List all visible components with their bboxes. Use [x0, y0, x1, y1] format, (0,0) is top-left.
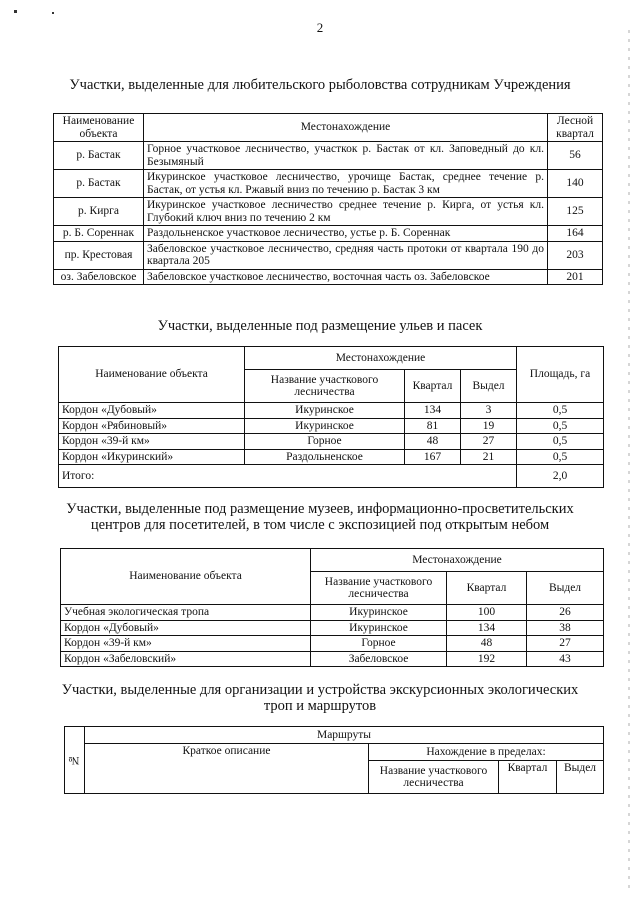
apiary-forestry: Икуринское: [245, 403, 405, 419]
apiary-plot: 27: [461, 434, 517, 450]
apiary-total-value: 2,0: [517, 465, 604, 488]
fishing-location: Раздольненское участковое лесничество, устье р. Б. Сореннак: [144, 226, 548, 242]
trails-header-quarter: Квартал: [499, 761, 557, 794]
museums-title-line2: центров для посетителей, в том числе с экспозицией под открытым небом: [90, 517, 550, 533]
apiary-quarter: 167: [405, 449, 461, 465]
fishing-title: Участки, выделенные для любительского рыболовства сотрудникам Учреждения: [69, 77, 571, 93]
fishing-quarter: 56: [548, 142, 603, 170]
scan-speck: [52, 12, 54, 14]
fishing-name: р. Бастак: [54, 170, 144, 198]
apiary-total-row: [59, 465, 604, 488]
table-row: [54, 170, 603, 198]
fishing-quarter: 203: [548, 241, 603, 269]
fishing-location: Забеловское участковое лесничество, средняя часть протоки от квартала 190 до квартала 205: [144, 241, 548, 269]
fishing-location: Горное участковое лесничество, участкок р. Бастак от кл. Заповедный до кл. Безымяный: [144, 142, 548, 170]
trails-header-plot: Выдел: [557, 761, 604, 794]
apiary-area: 0,5: [517, 434, 604, 450]
fishing-table: [53, 113, 603, 285]
museums-name: Кордон «Забеловский»: [61, 651, 311, 667]
fishing-header-location: Местонахождение: [144, 114, 548, 142]
table-row: [59, 449, 604, 465]
apiary-area: 0,5: [517, 403, 604, 419]
apiary-name: Кордон «Рябиновый»: [59, 418, 245, 434]
fishing-quarter: 201: [548, 269, 603, 285]
scan-edge-artifact: [628, 30, 630, 890]
trails-header-number: №: [68, 754, 80, 766]
apiary-forestry: Раздольненское: [245, 449, 405, 465]
table-row: [54, 241, 603, 269]
museums-quarter: 100: [447, 605, 527, 621]
fishing-name: оз. Забеловское: [54, 269, 144, 285]
trails-title-line1: Участки, выделенные для организации и устройства экскурсионных экологических: [61, 682, 579, 698]
table-row: [59, 418, 604, 434]
museums-forestry: Забеловское: [311, 651, 447, 667]
fishing-name: р. Б. Сореннак: [54, 226, 144, 242]
museums-plot: 43: [527, 651, 604, 667]
apiary-plot: 21: [461, 449, 517, 465]
apiary-name: Кордон «Дубовый»: [59, 403, 245, 419]
fishing-header-name: Наименование объекта: [54, 114, 144, 142]
apiary-header-name: Наименование объекта: [59, 347, 245, 403]
fishing-location: Икуринское участковое лесничество среднее течение р. Кирга, от устья кл. Глубокий ключ вниз по течению 2 км: [144, 198, 548, 226]
trails-header-number-cell: [65, 727, 85, 794]
museums-header-plot: Выдел: [527, 572, 604, 605]
museums-forestry: Горное: [311, 636, 447, 652]
apiary-header-forestry: Название участкового лесничества: [245, 370, 405, 403]
table-row: [59, 434, 604, 450]
table-row: [54, 269, 603, 285]
museums-title-line1: Участки, выделенные под размещение музеев, информационно-просветительских: [66, 501, 574, 517]
museums-name: Учебная экологическая тропа: [61, 605, 311, 621]
trails-header-within: Нахождение в пределах:: [369, 744, 604, 761]
fishing-name: пр. Крестовая: [54, 241, 144, 269]
museums-name: Кордон «39-й км»: [61, 636, 311, 652]
trails-header-routes: Маршруты: [85, 727, 604, 744]
apiary-area: 0,5: [517, 418, 604, 434]
apiary-forestry: Горное: [245, 434, 405, 450]
table-row: [54, 226, 603, 242]
table-row: [61, 620, 604, 636]
table-row: [61, 636, 604, 652]
fishing-header-quarter: Лесной квартал: [548, 114, 603, 142]
fishing-location: Икуринское участковое лесничество, урочище Бастак, среднее течение р. Бастак, от устья кл. Ржавый вниз по течению р. Бастак 3 км: [144, 170, 548, 198]
trails-subheader-row: [65, 744, 604, 761]
museums-quarter: 48: [447, 636, 527, 652]
museums-name: Кордон «Дубовый»: [61, 620, 311, 636]
apiary-header-location: Местонахождение: [245, 347, 517, 370]
table-row: [54, 142, 603, 170]
museums-header-location: Местонахождение: [311, 549, 604, 572]
table-row: [59, 403, 604, 419]
trails-header-description: Краткое описание: [85, 744, 369, 794]
apiary-forestry: Икуринское: [245, 418, 405, 434]
apiary-name: Кордон «Икуринский»: [59, 449, 245, 465]
fishing-name: р. Бастак: [54, 142, 144, 170]
apiary-header-row: [59, 347, 604, 370]
apiary-quarter: 81: [405, 418, 461, 434]
trails-title-line2: троп и маршрутов: [263, 698, 377, 714]
page-number: 2: [316, 20, 324, 35]
fishing-header-row: [54, 114, 603, 142]
trails-header-forestry: Название участкового лесничества: [369, 761, 499, 794]
apiary-title: Участки, выделенные под размещение ульев и пасек: [157, 318, 483, 334]
apiary-plot: 19: [461, 418, 517, 434]
apiary-area: 0,5: [517, 449, 604, 465]
trails-table: [64, 726, 604, 794]
museums-header-forestry: Название участкового лесничества: [311, 572, 447, 605]
museums-plot: 38: [527, 620, 604, 636]
museums-quarter: 192: [447, 651, 527, 667]
trails-title: [20, 682, 620, 714]
museums-forestry: Икуринское: [311, 605, 447, 621]
museums-header-name: Наименование объекта: [61, 549, 311, 605]
apiary-header-area: Площадь, га: [517, 347, 604, 403]
apiary-quarter: 48: [405, 434, 461, 450]
museums-table: [60, 548, 604, 667]
apiary-header-plot: Выдел: [461, 370, 517, 403]
museums-forestry: Икуринское: [311, 620, 447, 636]
scan-speck: [14, 10, 17, 13]
museums-header-quarter: Квартал: [447, 572, 527, 605]
museums-plot: 27: [527, 636, 604, 652]
fishing-quarter: 164: [548, 226, 603, 242]
museums-quarter: 134: [447, 620, 527, 636]
fishing-location: Забеловское участковое лесничество, восточная часть оз. Забеловское: [144, 269, 548, 285]
apiary-header-quarter: Квартал: [405, 370, 461, 403]
table-row: [61, 605, 604, 621]
fishing-quarter: 140: [548, 170, 603, 198]
apiary-plot: 3: [461, 403, 517, 419]
fishing-name: р. Кирга: [54, 198, 144, 226]
trails-header-row: [65, 727, 604, 744]
table-row: [54, 198, 603, 226]
apiary-table: [58, 346, 604, 488]
museums-title: [20, 501, 620, 533]
apiary-quarter: 134: [405, 403, 461, 419]
fishing-quarter: 125: [548, 198, 603, 226]
museums-plot: 26: [527, 605, 604, 621]
table-row: [61, 651, 604, 667]
apiary-name: Кордон «39-й км»: [59, 434, 245, 450]
apiary-total-label: Итого:: [59, 465, 517, 488]
museums-header-row: [61, 549, 604, 572]
